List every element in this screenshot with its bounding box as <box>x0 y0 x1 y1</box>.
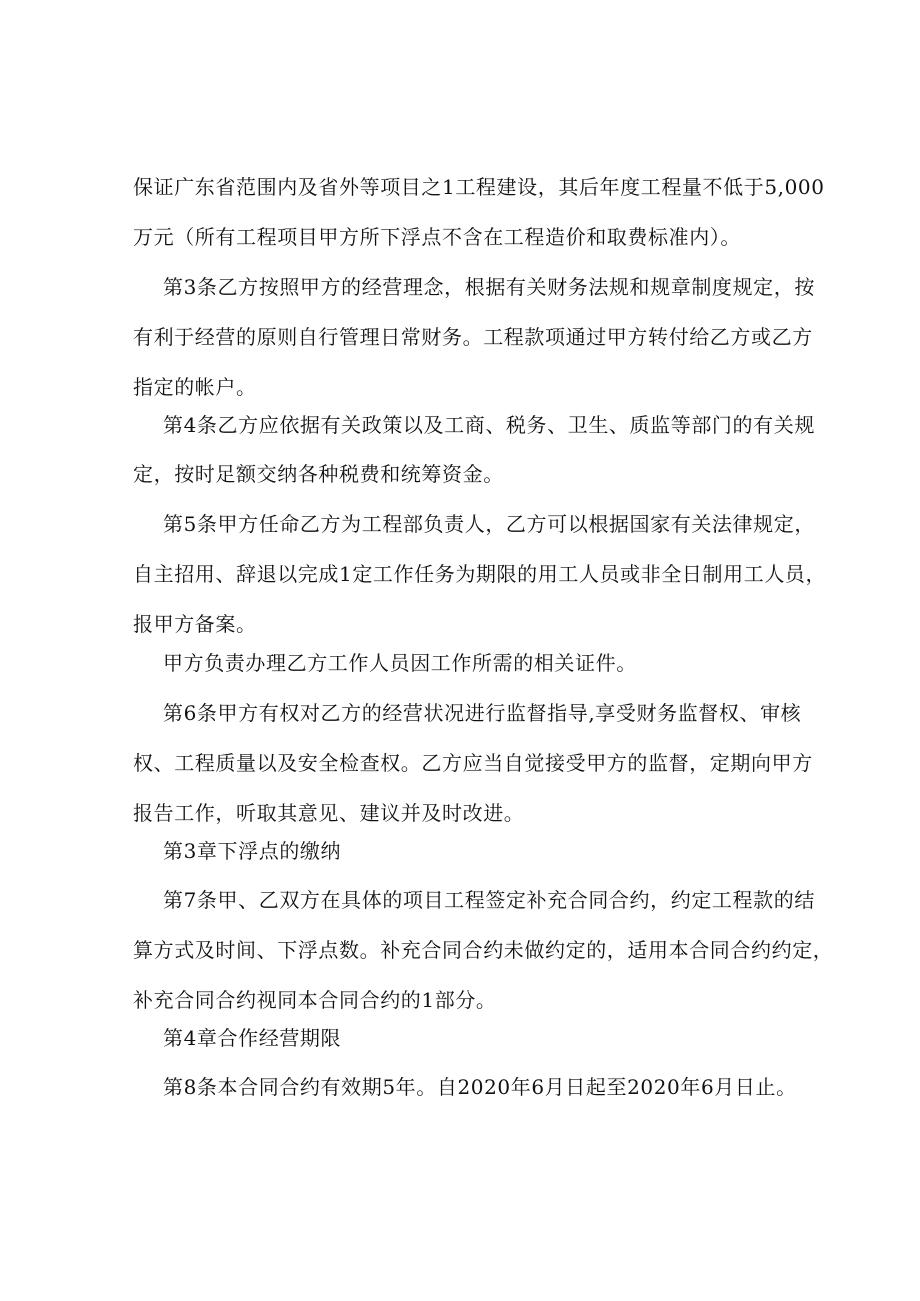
text-line: 第4条乙方应依据有关政策以及工商、税务、卫生、质监等部门的有关规 <box>163 413 815 437</box>
text-line: 报告工作，听取其意见、建议并及时改进。 <box>133 801 525 825</box>
text-line: 算方式及时间、下浮点数。补充合同合约未做约定的，适用本合同合约约定， <box>133 938 834 962</box>
text-line: 第7条甲、乙双方在具体的项目工程签定补充合同合约，约定工程款的结 <box>163 888 815 912</box>
text-line: 有利于经营的原则自行管理日常财务。工程款项通过甲方转付给乙方或乙方 <box>133 325 813 349</box>
text-line: 权、工程质量以及安全检查权。乙方应当自觉接受甲方的监督，定期向甲方 <box>133 751 813 775</box>
text-line: 定，按时足额交纳各种税费和统筹资金。 <box>133 462 504 486</box>
text-line: 报甲方备案。 <box>133 612 257 636</box>
text-line: 万元（所有工程项目甲方所下浮点不含在工程造价和取费标准内）。 <box>133 225 741 249</box>
text-line: 第3条乙方按照甲方的经营理念，根据有关财务法规和规章制度规定，按 <box>163 275 815 299</box>
text-line: 甲方负责办理乙方工作人员因工作所需的相关证件。 <box>163 651 637 675</box>
text-line: 第6条甲方有权对乙方的经营状况进行监督指导,享受财务监督权、审核 <box>163 701 802 725</box>
chapter-heading: 第3章下浮点的缴纳 <box>163 839 342 863</box>
text-line: 指定的帐户。 <box>133 375 257 399</box>
text-line: 保证广东省范围内及省外等项目之1工程建设，其后年度工程量不低于5,000 <box>133 175 825 199</box>
chapter-heading: 第4章合作经营期限 <box>163 1026 342 1050</box>
text-line: 自主招用、辞退以完成1定工作任务为期限的用工人员或非全日制用工人员， <box>133 562 827 586</box>
text-line: 补充合同合约视同本合同合约的1部分。 <box>133 988 497 1012</box>
text-line: 第5条甲方任命乙方为工程部负责人，乙方可以根据国家有关法律规定， <box>163 512 815 536</box>
text-line: 第8条本合同合约有效期5年。自2020年6月日起至2020年6月日止。 <box>163 1075 797 1099</box>
